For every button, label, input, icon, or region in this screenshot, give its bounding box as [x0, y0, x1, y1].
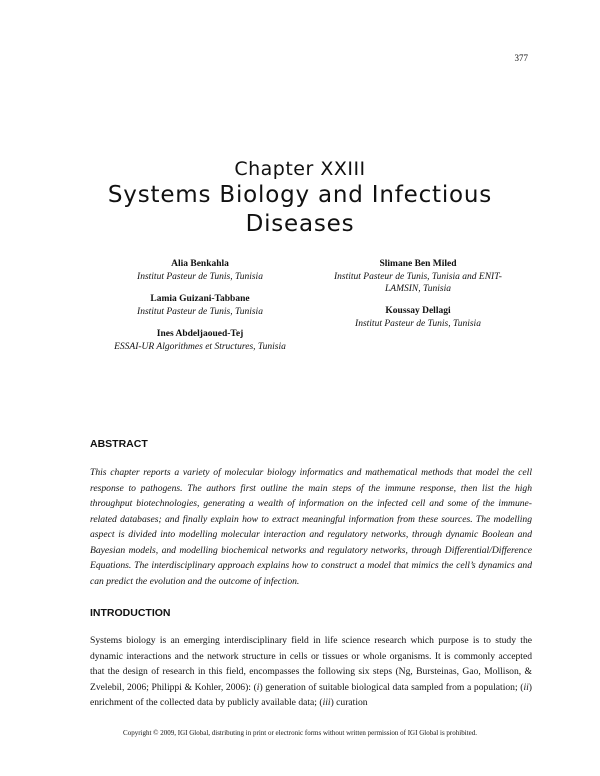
- author-block: [318, 258, 518, 295]
- intro-text-segment: ) enrichment of the collected data by publicly available data; (: [90, 681, 532, 708]
- list-marker: ii: [523, 681, 529, 693]
- author-block: [100, 258, 300, 283]
- author-affiliation: ESSAI-UR Algorithmes et Structures, Tunisia: [114, 342, 286, 352]
- author-affiliation: Institut Pasteur de Tunis, Tunisia: [137, 272, 263, 282]
- list-marker: iii: [322, 697, 331, 708]
- chapter-label: Chapter XXIII: [234, 158, 366, 180]
- chapter-title: Systems Biology and Infectious Diseases: [107, 182, 493, 237]
- author-affiliation: Institut Pasteur de Tunis, Tunisia: [137, 307, 263, 317]
- author-block: [318, 305, 518, 330]
- intro-text-segment: Systems biology is an emerging interdisciplinary field in life science research which purpose is to study the dynamic interactions and the network structure in cells or tissues or whole organisms. It is commonly accepted that the design of research in this field, encompasses the following six steps (Ng, Bursteinas, Gao, Mollison, & Zvelebil, 2006; Philippi & Kohler, 2006): (: [90, 635, 532, 693]
- intro-text-segment: ) curation: [330, 697, 368, 708]
- abstract-heading: ABSTRACT: [90, 438, 148, 450]
- intro-text-segment: ) generation of suitable biological data sampled from a population; (: [259, 681, 524, 693]
- authors-left-column: [100, 258, 300, 363]
- author-block: [100, 293, 300, 318]
- author-name: Slimane Ben Miled: [379, 259, 457, 269]
- author-affiliation: Institut Pasteur de Tunis, Tunisia and ENIT-LAMSIN, Tunisia: [334, 272, 502, 294]
- abstract-text: This chapter reports a variety of molecular biology informatics and mathematical methods that model the cell response to pathogens. The authors first outline the main steps of the immune response, then list the high throughput biotechnologies, generating a wealth of information on the infected cell and some of the immune-related databases; and finally explain how to extract meaningful information from these sources. The modelling aspect is divided into modelling molecular interaction and regulatory networks, through dynamic Boolean and Bayesian models, and modelling biochemical networks and regulatory networks, through Differential/Difference Equations. The interdisciplinary approach explains how to construct a model that mimics the cell’s dynamics and can predict the evolution and the outcome of infection.: [90, 467, 532, 587]
- copyright-notice: Copyright © 2009, IGI Global, distributing in print or electronic forms without written permission of IGI Global is prohibited.: [123, 729, 477, 737]
- author-name: Ines Abdeljaoued-Tej: [156, 329, 244, 339]
- introduction-text: [90, 633, 532, 711]
- authors-right-column: [318, 258, 518, 340]
- introduction-heading: INTRODUCTION: [90, 607, 171, 619]
- list-marker: i: [256, 681, 260, 693]
- author-block: [100, 328, 300, 353]
- author-affiliation: Institut Pasteur de Tunis, Tunisia: [355, 319, 481, 329]
- author-name: Alia Benkahla: [171, 259, 229, 269]
- page-number: 377: [514, 53, 528, 63]
- author-name: Lamia Guizani-Tabbane: [150, 294, 250, 304]
- author-name: Koussay Dellagi: [385, 306, 451, 316]
